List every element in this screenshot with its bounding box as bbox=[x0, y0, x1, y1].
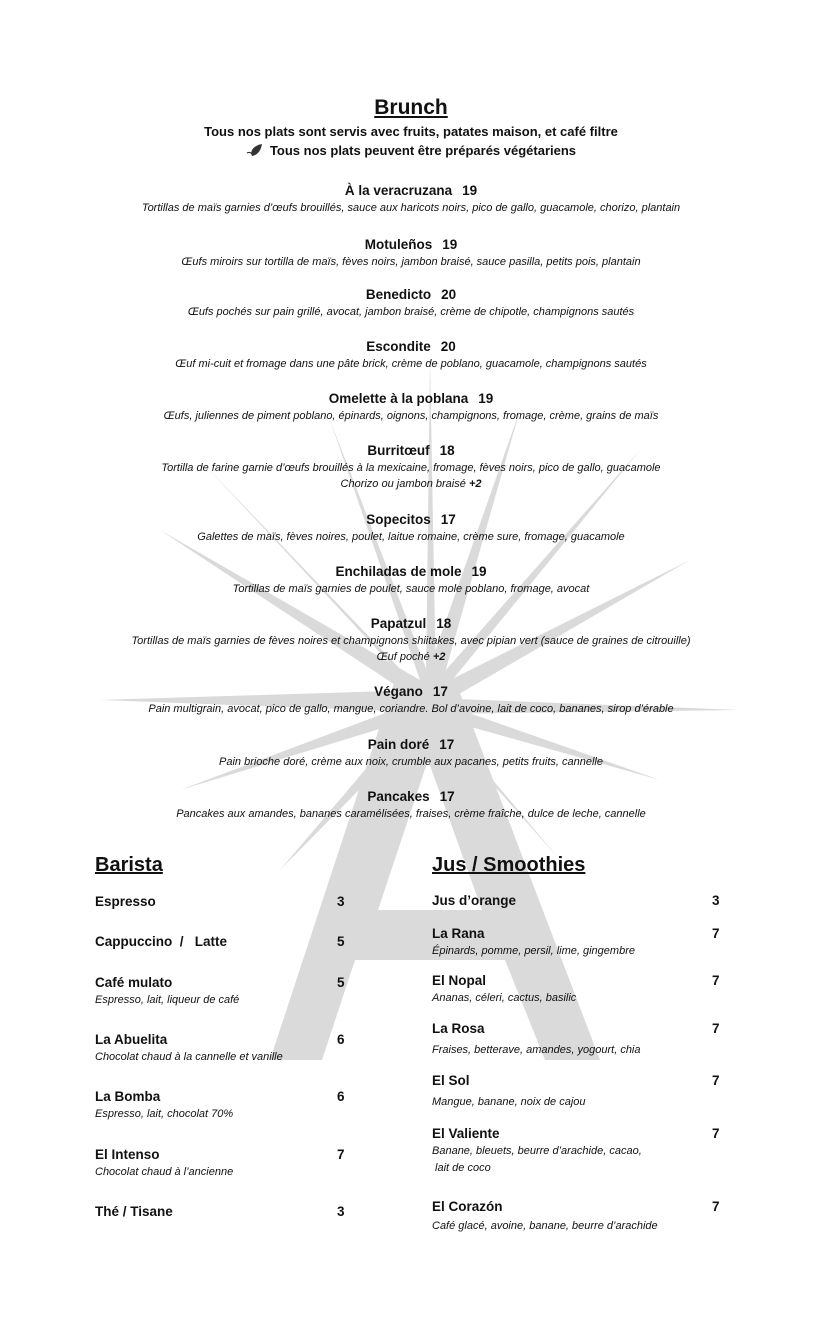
dish-name: Papatzul 18 bbox=[370, 616, 452, 631]
item-description: Espresso, lait, chocolat 70% bbox=[95, 1108, 234, 1120]
item-name: El Nopal bbox=[432, 973, 487, 988]
item-price: 7 bbox=[712, 1021, 720, 1036]
jus-item bbox=[432, 1020, 641, 1059]
item-name: Café mulato bbox=[95, 975, 173, 990]
dish-price: 17 bbox=[440, 512, 456, 527]
dish-item bbox=[0, 442, 822, 492]
barista-item bbox=[95, 1088, 233, 1123]
dish-description: Tortillas de maïs garnies d’œufs brouillés, sauce aux haricots noirs, pico de gallo, guacamole, chorizo, plantain bbox=[141, 202, 681, 214]
item-description: Espresso, lait, liqueur de café bbox=[95, 994, 240, 1006]
dish-description: Œufs, juliennes de piment poblano, épinards, oignons, champignons, fromage, crème, grains de maïs bbox=[163, 410, 659, 422]
item-description: Fraises, betterave, amandes, yogourt, chia bbox=[432, 1044, 641, 1056]
jus-item bbox=[432, 1072, 586, 1111]
dish-price: 17 bbox=[439, 789, 455, 804]
item-price: 3 bbox=[337, 894, 345, 909]
jus-item bbox=[432, 925, 635, 960]
dish-description: Pain brioche doré, crème aux noix, crumble aux pacanes, petits fruits, cannelle bbox=[219, 756, 603, 768]
dish-name: À la veracruzana 19 bbox=[344, 183, 478, 198]
item-name: Cappuccino / Latte bbox=[95, 934, 228, 949]
dish-name: Benedicto 20 bbox=[365, 287, 457, 302]
item-price: 7 bbox=[712, 1199, 720, 1214]
dish-name: Escondite 20 bbox=[366, 339, 456, 354]
barista-item bbox=[95, 893, 156, 911]
barista-item bbox=[95, 933, 227, 951]
dish-extra-price: +2 bbox=[468, 478, 482, 490]
dish-description: Tortillas de maïs garnies de fèves noires et champignons shiitakes, avec pipian vert (sauce de graines de citrouille) bbox=[131, 635, 691, 647]
dish-option: Œuf poché +2 bbox=[376, 651, 446, 663]
dish-item bbox=[0, 182, 822, 216]
dish-item bbox=[0, 338, 822, 372]
item-price: 6 bbox=[337, 1032, 345, 1047]
dish-item bbox=[0, 236, 822, 270]
barista-item bbox=[95, 1146, 233, 1181]
dish-item bbox=[0, 286, 822, 320]
dish-description: Tortillas de maïs garnies de poulet, sauce mole poblano, fromage, avocat bbox=[232, 583, 590, 595]
dish-item bbox=[0, 511, 822, 545]
item-name: La Rana bbox=[432, 926, 485, 941]
dish-description: Pain multigrain, avocat, pico de gallo, mangue, coriandre. Bol d’avoine, lait de coco, bananes, sirop d’érable bbox=[148, 703, 674, 715]
dish-description: Tortilla de farine garnie d’œufs brouillés à la mexicaine, fromage, fèves noirs, pico de gallo, guacamole bbox=[161, 462, 661, 474]
leaf-icon bbox=[246, 143, 264, 157]
item-name: El Intenso bbox=[95, 1147, 160, 1162]
brunch-title: Brunch bbox=[374, 96, 448, 119]
item-price: 7 bbox=[712, 1073, 720, 1088]
item-name: La Abuelita bbox=[95, 1032, 168, 1047]
item-price: 3 bbox=[712, 893, 720, 908]
dish-option: Chorizo ou jambon braisé +2 bbox=[340, 478, 482, 490]
dish-description: Œufs miroirs sur tortilla de maïs, fèves noirs, jambon braisé, sauce pasilla, petits pois, plantain bbox=[181, 256, 641, 268]
dish-item bbox=[0, 736, 822, 770]
item-price: 5 bbox=[337, 975, 345, 990]
dish-price: 17 bbox=[439, 737, 455, 752]
item-price: 7 bbox=[712, 926, 720, 941]
jus-item bbox=[432, 972, 576, 1007]
dish-price: 19 bbox=[462, 183, 478, 198]
item-name: Espresso bbox=[95, 894, 156, 909]
item-price: 7 bbox=[337, 1147, 345, 1162]
dish-price: 19 bbox=[471, 564, 487, 579]
item-description: Café glacé, avoine, banane, beurre d’arachide bbox=[432, 1220, 658, 1232]
dish-item bbox=[0, 563, 822, 597]
dish-item bbox=[0, 615, 822, 665]
dish-price: 20 bbox=[440, 339, 456, 354]
barista-title: Barista bbox=[95, 854, 163, 876]
dish-name: Pancakes 17 bbox=[367, 789, 455, 804]
jus-smoothies-title: Jus / Smoothies bbox=[432, 854, 586, 876]
dish-name: Végano 17 bbox=[374, 684, 448, 699]
item-name: El Corazón bbox=[432, 1199, 503, 1214]
dish-description: Œuf mi-cuit et fromage dans une pâte brick, crème de poblano, guacamole, champignons sautés bbox=[175, 358, 647, 370]
dish-extra-price: +2 bbox=[432, 651, 446, 663]
item-name: El Valiente bbox=[432, 1126, 500, 1141]
dish-price: 17 bbox=[432, 684, 448, 699]
item-name: La Bomba bbox=[95, 1089, 161, 1104]
dish-name: Enchiladas de mole 19 bbox=[335, 564, 487, 579]
dish-name: Sopecitos 17 bbox=[366, 512, 456, 527]
dish-description: Œufs pochés sur pain grillé, avocat, jambon braisé, crème de chipotle, champignons sautés bbox=[187, 306, 635, 318]
barista-item bbox=[95, 1203, 173, 1221]
item-description-line2: lait de coco bbox=[432, 1162, 491, 1174]
item-price: 5 bbox=[337, 934, 345, 949]
jus-item bbox=[432, 892, 516, 910]
barista-item bbox=[95, 1031, 283, 1066]
brunch-note-sides: Tous nos plats sont servis avec fruits, patates maison, et café filtre bbox=[204, 124, 618, 139]
item-price: 3 bbox=[337, 1204, 345, 1219]
item-price: 6 bbox=[337, 1089, 345, 1104]
dish-name: Omelette à la poblana 19 bbox=[328, 391, 494, 406]
brunch-note-vegetarian bbox=[0, 141, 822, 160]
item-description: Banane, bleuets, beurre d’arachide, cacao, bbox=[432, 1145, 642, 1157]
item-description: Chocolat chaud à la cannelle et vanille bbox=[95, 1051, 283, 1063]
dish-price: 18 bbox=[439, 443, 455, 458]
item-name: Thé / Tisane bbox=[95, 1204, 173, 1219]
item-price: 7 bbox=[712, 1126, 720, 1141]
barista-item bbox=[95, 974, 239, 1009]
item-name: El Sol bbox=[432, 1073, 470, 1088]
item-description: Chocolat chaud à l’ancienne bbox=[95, 1166, 234, 1178]
dish-name: Motuleños 19 bbox=[364, 237, 458, 252]
dish-description: Galettes de maïs, fèves noires, poulet, laitue romaine, crème sure, fromage, guacamole bbox=[197, 531, 625, 543]
dish-name: Burritœuf 18 bbox=[367, 443, 455, 458]
item-description: Mangue, banane, noix de cajou bbox=[432, 1096, 586, 1108]
item-description: Ananas, céleri, cactus, basilic bbox=[432, 992, 577, 1004]
dish-name: Pain doré 17 bbox=[367, 737, 455, 752]
item-name: La Rosa bbox=[432, 1021, 485, 1036]
brunch-header bbox=[0, 94, 822, 160]
dish-item bbox=[0, 788, 822, 822]
dish-price: 19 bbox=[442, 237, 458, 252]
jus-item bbox=[432, 1125, 642, 1177]
dish-item bbox=[0, 683, 822, 717]
dish-price: 20 bbox=[441, 287, 457, 302]
dish-price: 18 bbox=[436, 616, 452, 631]
dish-description: Pancakes aux amandes, bananes caramélisées, fraises, crème fraîche, dulce de leche, cannelle bbox=[176, 808, 646, 820]
jus-item bbox=[432, 1198, 658, 1235]
item-description: Épinards, pomme, persil, lime, gingembre bbox=[432, 945, 635, 957]
vegetarian-note-text: Tous nos plats peuvent être préparés végétariens bbox=[269, 143, 577, 158]
item-price: 7 bbox=[712, 973, 720, 988]
dish-item bbox=[0, 390, 822, 424]
dish-price: 19 bbox=[478, 391, 494, 406]
item-name: Jus d’orange bbox=[432, 893, 517, 908]
